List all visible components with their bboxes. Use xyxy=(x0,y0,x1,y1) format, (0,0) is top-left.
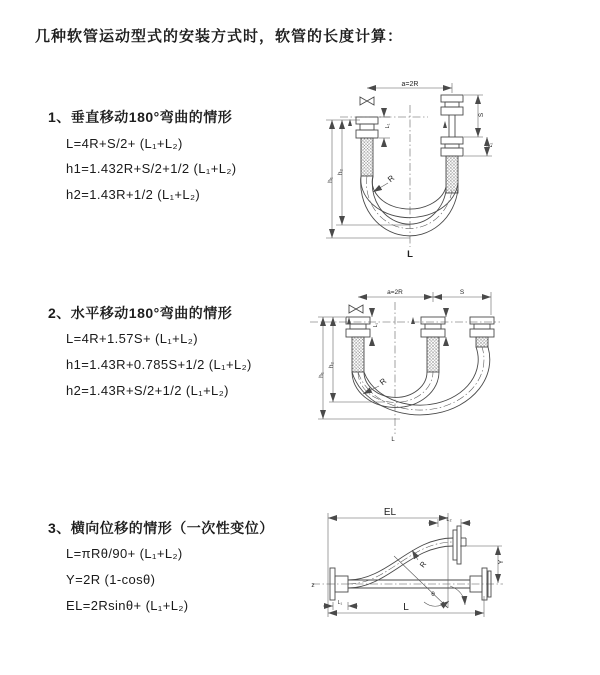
diagram-vertical-180-bend xyxy=(310,75,590,260)
d3-dim-y-label: Y xyxy=(498,559,505,565)
d2-dim-h1-label: h₁ xyxy=(318,372,325,378)
section-2-formula-l: L=4R+1.57S+ (L₁+L₂) xyxy=(66,331,198,346)
d2-length-label: L xyxy=(391,437,395,443)
d1-dim-s-label: S xyxy=(478,112,485,118)
d2-dim-l1-label: L₁ xyxy=(373,322,379,328)
d1-valve-icon xyxy=(360,97,374,105)
d3-angle-label: θ xyxy=(431,591,435,598)
d2-dim-a-label: a=2R xyxy=(387,289,403,296)
d2-movement-arrow xyxy=(411,317,415,324)
d3-dimensions xyxy=(323,513,502,617)
section-1-formula-l: L=4R+S/2+ (L₁+L₂) xyxy=(66,136,183,151)
d2-dimensions xyxy=(318,292,491,419)
d3-dim-l1-label: L₁ xyxy=(337,600,343,606)
d3-dim-el-label: EL xyxy=(383,507,397,518)
section-2-formula-h1: h1=1.43R+0.785S+1/2 (L₁+L₂) xyxy=(66,357,252,372)
section-3-formula-el: EL=2Rsinθ+ (L₁+L₂) xyxy=(66,598,189,613)
d1-dim-l2-label: L₂ xyxy=(488,142,494,148)
d1-dim-a-label: a=2R xyxy=(401,81,419,88)
section-1-heading: 1、垂直移动180°弯曲的情形 xyxy=(48,109,233,125)
d3-dim-l2-label: L₂ xyxy=(446,517,452,523)
d2-radius-label: R xyxy=(377,376,389,388)
d1-dim-h1-label: h₁ xyxy=(327,177,334,183)
d3-hose-assembly xyxy=(330,526,491,600)
d2-dim-h2-label: h₂ xyxy=(328,361,335,369)
d1-hose-assembly xyxy=(356,95,463,236)
section-2-formula-h2: h2=1.43R+S/2+1/2 (L₁+L₂) xyxy=(66,383,229,398)
section-1-formula-h2: h2=1.43R+1/2 (L₁+L₂) xyxy=(66,187,201,202)
d1-centerlines xyxy=(340,105,428,247)
d1-movement-arrow xyxy=(443,121,447,128)
d2-dim-s-label: S xyxy=(459,289,465,296)
diagram-lateral-displacement xyxy=(298,498,600,638)
section-3-formula-l: L=πRθ/90+ (L₁+L₂) xyxy=(66,546,183,561)
d3-axis-mark-label: z xyxy=(311,582,315,589)
d1-dimensions xyxy=(326,83,492,238)
d3-length-label: L xyxy=(403,602,409,613)
d1-radius-label: R xyxy=(385,173,397,185)
d1-dim-l1-label: L₁ xyxy=(385,123,391,129)
d2-hose-assembly xyxy=(346,317,494,415)
d1-dim-h2-label: h₂ xyxy=(337,168,344,176)
section-3-formula-y: Y=2R (1-cosθ) xyxy=(66,572,156,587)
section-3-heading: 3、横向位移的情形（一次性变位） xyxy=(48,520,274,536)
section-1-formula-h1: h1=1.432R+S/2+1/2 (L₁+L₂) xyxy=(66,161,237,176)
diagram-horizontal-180-bend xyxy=(305,282,590,450)
d1-length-label: L xyxy=(407,249,413,260)
page-title: 几种软管运动型式的安装方式时，软管的长度计算： xyxy=(35,28,404,45)
d2-movement-arrow xyxy=(347,317,351,324)
d2-valve-icon xyxy=(349,305,363,313)
section-2-heading: 2、水平移动180°弯曲的情形 xyxy=(48,305,233,321)
d3-centerlines xyxy=(312,542,503,584)
d3-radius-label: R xyxy=(417,559,429,570)
